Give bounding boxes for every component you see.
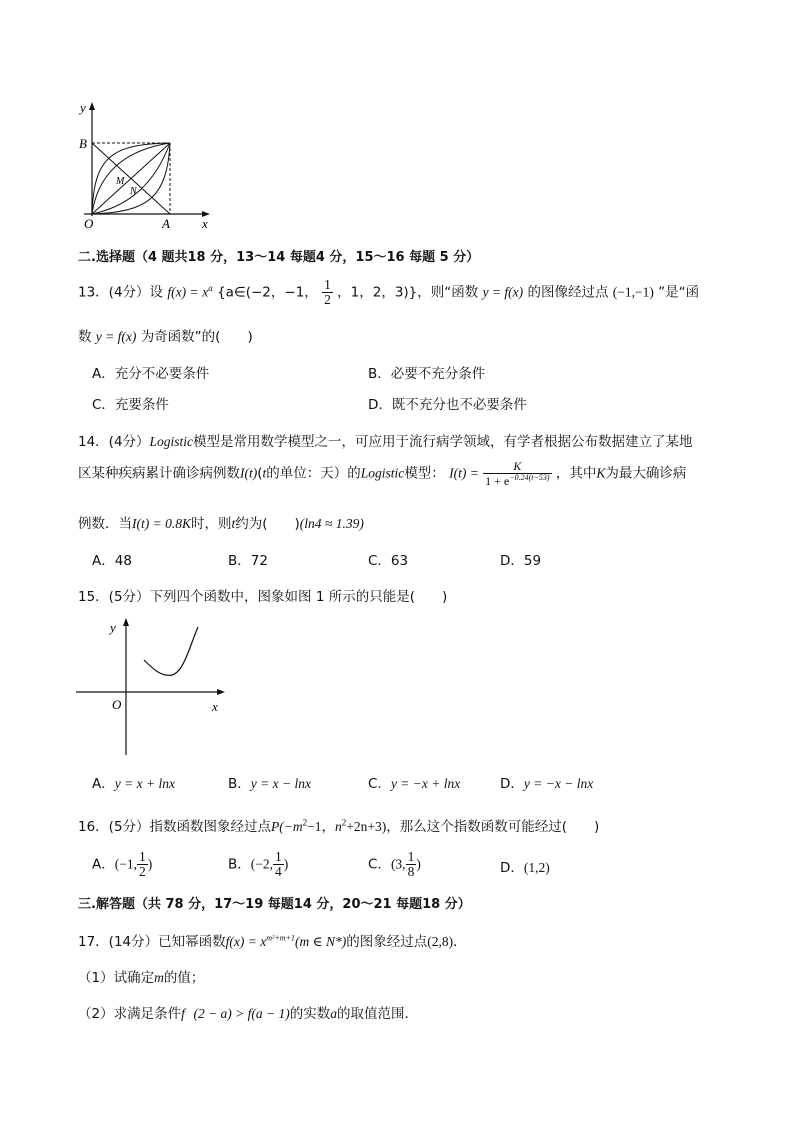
q14-k: K [596,465,606,481]
q13-option-c[interactable]: C．充要条件 [92,397,169,413]
q14-line1 [78,430,693,450]
label-a: A [162,216,170,231]
q17-f: f [181,1006,185,1021]
q16-p2: −1， [307,819,336,834]
q15-option-d[interactable] [500,772,593,792]
q13-option-d[interactable]: D．既不充分也不必要条件 [368,397,527,413]
q15-option-a-expr: y = x + lnx [114,776,175,791]
q16-option-d-expr: (1,2) [523,860,550,875]
q13-option-a[interactable]: A．充分不必要条件 [92,366,210,382]
q14-it: I(t) [240,465,258,481]
q17-sub2-expr: (2 − a) > f(a − 1) [193,1006,290,1021]
q14-line2 [78,460,686,487]
label-b: B [79,136,87,151]
q16-option-c-den: 8 [407,864,415,880]
q14-line3-b: 时，则 [190,516,232,532]
q16-option-c[interactable] [368,850,421,879]
q15-option-d-label: D． [500,776,524,792]
q16-option-c-pre: (3, [390,856,406,872]
q15-curve [144,627,198,675]
q13-option-b[interactable]: B．必要不充分条件 [368,366,486,382]
q13-yfx-2: y = f(x) [95,329,137,344]
q14-it-eq: I(t) = [449,465,479,481]
q17-m: m [154,970,164,985]
q16-option-b-num: 1 [275,849,282,864]
q17-sub1-a: （1）试确定 [78,970,155,986]
q13-is: ”是“函 [658,284,700,301]
q17-cond: (m ∈ N*) [294,934,347,949]
q17-sub1-b: 的值； [163,970,205,986]
q15-figure [72,615,232,760]
q16-option-a-den: 2 [138,864,146,880]
q16-text [78,815,599,835]
q16-sq-1: 2 [302,817,308,828]
q14-line2-b: ( [257,465,263,482]
q14-option-c[interactable]: C．63 [368,553,409,569]
q14-logistic-2: Logistic [360,465,405,481]
label-y: y [80,100,86,115]
q14-logistic-fraction [483,460,551,487]
q17-sub2-a: （2）求满足条件 [78,1006,182,1022]
power-function-figure [70,98,220,233]
q14-line2-c: 的单位：天）的 [266,465,361,482]
q14-line2-f: 为最大确诊病 [605,465,687,482]
q14-option-a[interactable]: A．48 [92,553,132,569]
q15-option-d-expr: y = −x − lnx [523,776,594,791]
q13-line2-a: 数 [78,329,92,345]
q17-line1 [78,930,467,950]
q14-line2-a: 区某种疾病累计确诊病例数 [78,465,240,482]
label-x: x [202,216,208,231]
q14-frac-den [483,474,551,488]
q15-option-c[interactable] [368,772,460,792]
q15-option-a[interactable] [92,772,175,792]
q17-sub2-b: 的实数 [289,1006,331,1022]
q16-option-c-frac [406,850,417,879]
q16-option-c-num: 1 [407,849,415,864]
q16-option-b-frac [273,850,284,879]
q15-option-b-expr: y = x − lnx [250,776,311,791]
q16-option-c-label: C． [368,856,391,873]
q13-line2-b: 为奇函数”的( ) [140,329,253,345]
q16-p4: +2n+3) [346,819,387,834]
q16-option-d-label: D． [500,860,524,876]
section3-header: 三.解答题（共 78 分，17～19 每题14 分，20～21 每题18 分） [78,897,471,912]
q17-end: ． [453,934,467,950]
q15-x-arrow [217,689,225,695]
q16-option-a-post: ) [147,856,153,872]
q16-option-a-pre: (−1, [114,856,137,872]
q14-line3 [78,512,364,532]
q13-set-open: {a∈(−2，−1， [217,284,318,301]
q13-half-num: 1 [324,277,331,292]
q13-half-den: 2 [324,292,331,308]
q15-option-c-expr: y = −x + lnx [390,776,461,791]
q15-label-o: O [112,697,122,712]
q14-t-2: t [231,516,236,531]
q16-option-b-den: 4 [275,864,282,880]
q16-option-a[interactable] [92,850,152,879]
q13-line1 [78,278,699,307]
q15-option-a-label: A． [92,776,115,792]
q15-option-c-label: C． [368,776,391,792]
q14-frac-den-base: 1 + e [485,473,510,488]
q15-label-y: y [110,620,116,635]
q15-label-x: x [212,699,218,714]
label-o: O [84,216,94,231]
q16-option-b[interactable] [228,850,288,879]
q16-option-c-post: ) [416,856,421,872]
q14-number: 14．(4分） [78,434,150,450]
q16-option-b-pre: (−2, [250,856,273,872]
q17-exp: m²+m+1 [266,933,295,943]
q13-fx: f(x) [167,284,187,300]
q16-option-b-label: B． [228,856,251,873]
q14-line2-d: 模型： [404,465,445,482]
q13-half [322,278,333,307]
section2-header: 二.选择题（4 题共18 分，13～14 每题4 分，15～16 每题 5 分） [78,250,480,265]
q17-sub2 [78,1002,418,1022]
q16-option-d[interactable] [500,856,550,876]
q13-x: x [202,284,209,300]
q14-cond: I(t) = 0.8K [132,516,191,531]
q14-line1-rest: 模型是常用数学模型之一，可应用于流行病学领域，有学者根据公布数据建立了某地 [193,434,693,450]
q17-a-var: a [330,1006,338,1021]
q17-sub1 [78,966,204,986]
q16-point: P(−m [271,819,303,834]
q16-option-a-label: A． [92,856,115,873]
q13-eq: = [190,284,198,300]
q14-option-d[interactable]: D．59 [500,553,542,569]
q13-passes: 的图像经过点 [527,284,609,301]
y-axis-arrow [89,102,95,110]
q15-y-arrow [123,618,129,626]
q16-a: 16．(5分）指数函数图象经过点 [78,819,272,835]
q17-b: 的图象经过点 [346,934,428,950]
q14-line3-a: 例数．当 [78,516,132,532]
q14-frac-exp: −0.24(t−53) [509,472,550,482]
q17-fx: f(x) = x [225,934,267,949]
q16-option-b-post: ) [283,856,289,872]
q16-option-a-num: 1 [138,849,146,864]
q16-option-a-frac [137,850,148,879]
q14-line3-c: 约为( ) [235,516,300,532]
q13-point: (−1,−1) [612,284,654,300]
q15-text: 15．(5分）下列四个函数中，图象如图 1 所示的只能是( ) [78,589,448,605]
q14-option-b[interactable]: B．72 [228,553,268,569]
q15-option-b[interactable] [228,772,311,792]
q13-a-sup: a [208,283,213,294]
q14-frac-num: K [483,460,551,474]
label-m: M [116,176,125,187]
q15-option-b-label: B． [228,776,251,792]
q14-logistic: Logistic [149,434,194,449]
q17-sub2-c: 的取值范围． [337,1006,419,1022]
label-n: N [130,186,137,197]
q16-b: ，那么这个指数函数可能经过( ) [386,819,600,835]
q13-set-close: ，1，2，3)}，则“函数 [337,284,479,301]
q14-t: t [262,465,267,481]
q14-hint: (ln4 ≈ 1.39) [299,516,364,531]
q14-line2-e: ，其中 [555,465,597,482]
q17-point: (2,8) [427,934,454,949]
q16-sq-2: 2 [341,817,347,828]
q13-line2 [78,325,253,345]
q17-a: 17．(14分）已知幂函数 [78,934,226,950]
q13-yfx: y = f(x) [482,284,524,300]
q13-number: 13．(4分）设 [78,284,164,301]
q16-p3: n [335,819,342,834]
